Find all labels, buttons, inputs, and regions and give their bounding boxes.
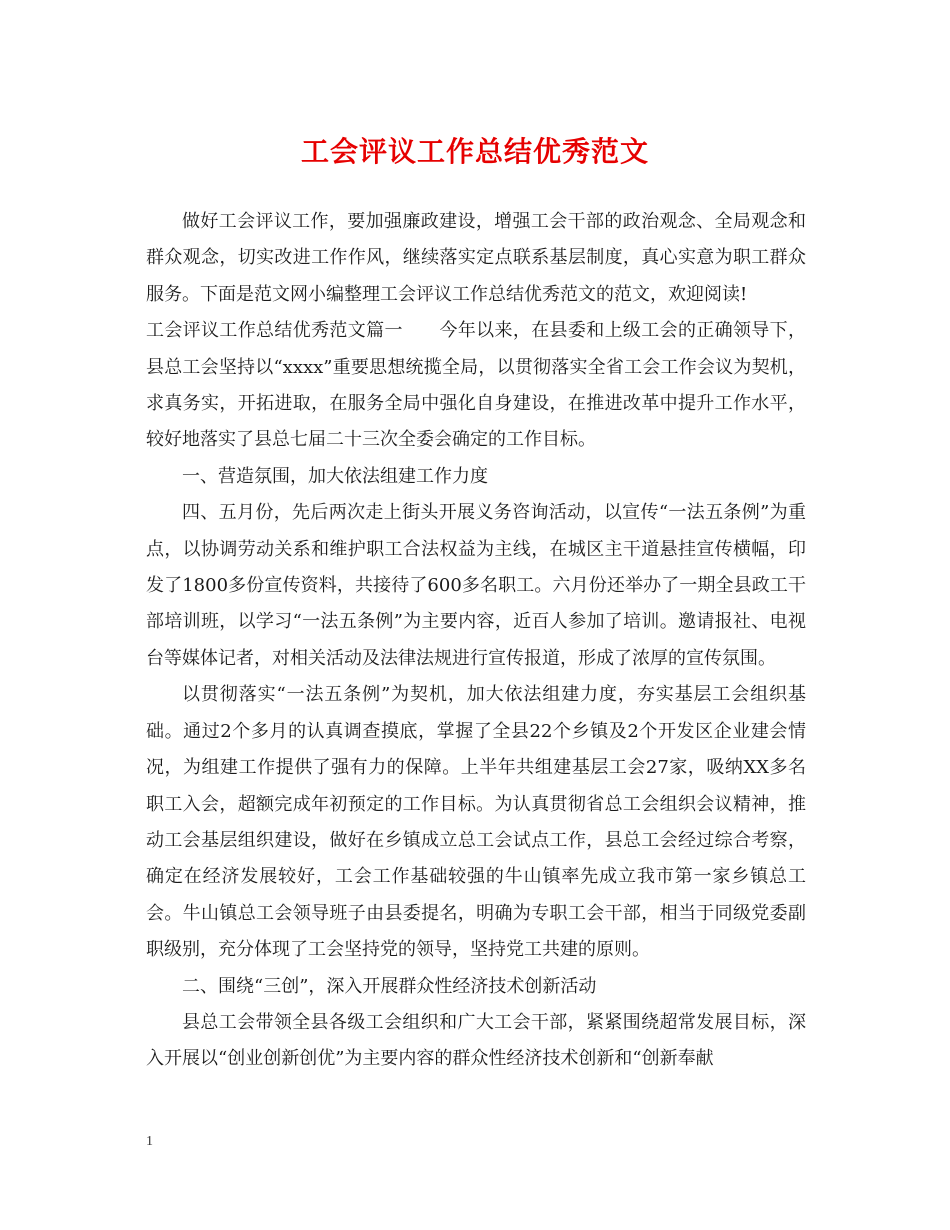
paragraph-publicity: 四、五月份，先后两次走上街头开展义务咨询活动，以宣传“一法五条例”为重点，以协调劳动关系和维护职工合法权益为主线，在城区主干道悬挂宣传横幅，印发了1800多份宣传资料，共接待了600多名职工。六月份还举办了一期全县政工干部培训班，以学习“一法五条例”为主要内容，近百人参加了培训。邀请报社、电视台等媒体记者，对相关活动及法律法规进行宣传报道，形成了浓厚的宣传氛围。 <box>146 502 806 669</box>
paragraph-section-one-opening: 工会评议工作总结优秀范文篇一 今年以来，在县委和上级工会的正确领导下，县总工会坚持以“xxxx”重要思想统揽全局，以贯彻落实全省工会工作会议为契机，求真务实，开拓进取，在服务全局中强化自身建设，在推进改革中提升工作水平，较好地落实了县总七届二十三次全委会确定的工作目标。 <box>146 320 806 451</box>
page-number: 1 <box>146 1134 153 1149</box>
heading-part-one: 一、营造氛围，加大依法组建工作力度 <box>182 465 488 487</box>
paragraph-intro: 做好工会评议工作，要加强廉政建设，增强工会干部的政治观念、全局观念和群众观念，切实改进工作作风，继续落实定点联系基层制度，真心实意为职工群众服务。下面是范文网小编整理工会评议工作总结优秀范文的范文，欢迎阅读! <box>146 211 806 305</box>
paragraph-innovation: 县总工会带领全县各级工会组织和广大工会干部，紧紧围绕超常发展目标，深入开展以“创业创新创优”为主要内容的群众性经济技术创新和“创新奉献 <box>146 1011 806 1070</box>
document-title: 工会评议工作总结优秀范文 <box>300 135 649 168</box>
heading-part-two: 二、围绕“三创”，深入开展群众性经济技术创新活动 <box>182 975 597 997</box>
document-body <box>146 204 806 1078</box>
paragraph-organization: 以贯彻落实“一法五条例”为契机，加大依法组建力度，夯实基层工会组织基础。通过2个多月的认真调查摸底，掌握了全县22个乡镇及2个开发区企业建会情况，为组建工作提供了强有力的保障。上半年共组建基层工会27家，吸纳XX多名职工入会，超额完成年初预定的工作目标。为认真贯彻省总工会组织会议精神，推动工会基层组织建设，做好在乡镇成立总工会试点工作，县总工会经过综合考察，确定在经济发展较好，工会工作基础较强的牛山镇率先成立我市第一家乡镇总工会。牛山镇总工会领导班子由县委提名，明确为专职工会干部，相当于同级党委副职级别，充分体现了工会坚持党的领导，坚持党工共建的原则。 <box>146 684 806 961</box>
